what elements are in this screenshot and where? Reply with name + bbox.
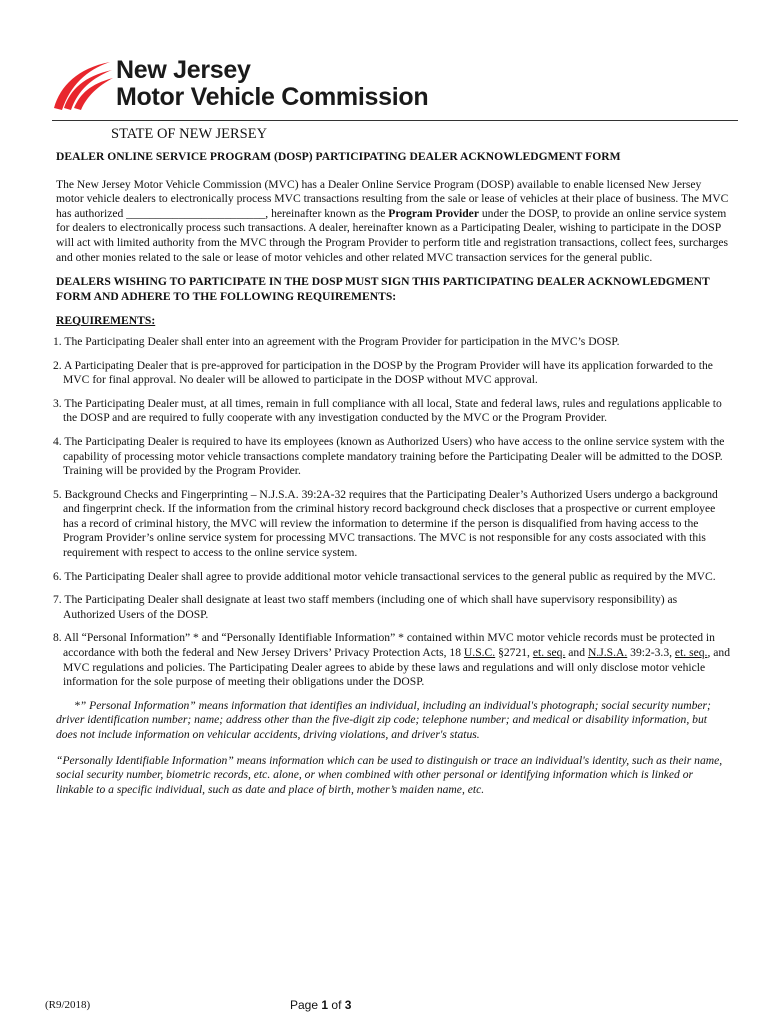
program-provider-term: Program Provider [388, 206, 479, 220]
logo-title-line2: Motor Vehicle Commission [116, 83, 429, 111]
requirement-6: 6. The Participating Dealer shall agree to provide additional motor vehicle transactional services to the general public as required by the MVC. [53, 569, 716, 583]
requirement-5: 5. Background Checks and Fingerprinting – N.J.S.A. 39:2A-32 requires that the Participating Dealer’s Authorized Users undergo a background and fingerprint check. If the information from the criminal history record background check discloses that a prospective or current employee has a record of criminal history, the MVC will review the information to determine if the person is disqualified from having access to the Program Provider’s online service system for processing MVC transactions. The MVC is not responsible for any costs associated with this requirement with respect to access to the online service system. [53, 487, 718, 560]
revision-code: (R9/2018) [45, 999, 91, 1011]
header-divider [52, 120, 738, 121]
requirement-1: 1. The Participating Dealer shall enter into an agreement with the Program Provider for participation in the MVC’s DOSP. [53, 334, 620, 348]
requirement-4: 4. The Participating Dealer is required to have its employees (known as Authorized Users) who have access to the online service system with the capability of processing motor vehicle transactions complete mandatory training before the Participating Dealer will be admitted to the DOSP. Training will be provided by the Program Provider. [53, 434, 725, 478]
intro-paragraph [56, 178, 730, 266]
state-heading: STATE OF NEW JERSEY [111, 126, 268, 142]
requirement-8: 8. All “Personal Information” * and “Personally Identifiable Information” * contained within MVC motor vehicle records must be protected in accordance with both the federal and New Jersey Drivers’ Privacy Protection Acts, 18 U.S.C. §2721, et. seq. and N.J.S.A. 39:2-3.3, et. seq., and MVC regulations and policies. The Participating Dealer agrees to abide by these laws and regulations and will only disclose motor vehicle information for the sole purpose of meeting their obligations under the DOSP. [53, 631, 730, 689]
njsa-citation: N.J.S.A. [587, 646, 628, 660]
swoosh-logo-icon [50, 58, 114, 114]
intro-text-2: under the DOSP, to provide an online service system for dealers to electronically process such transactions. A dealer, hereinafter known as a Participating Dealer, wishing to participate in the DOSP will act with limited authority from the MVC through the Program Provider to perform title and registration transactions, collect fees, surcharges and other monies related to the sale or lease of motor vehicles and other related MVC transaction services for the general public. [56, 206, 729, 264]
requirement-2: 2. A Participating Dealer that is pre-approved for participation in the DOSP by the Program Provider will have its application forwarded to the MVC for final approval. No dealer will be allowed to participate in the DOSP without MVC approval. [53, 358, 713, 387]
logo-title-line1: New Jersey [116, 56, 251, 84]
form-title: DEALER ONLINE SERVICE PROGRAM (DOSP) PARTICIPATING DEALER ACKNOWLEDGMENT FORM [56, 150, 621, 163]
form-body [30, 150, 730, 808]
participation-notice: DEALERS WISHING TO PARTICIPATE IN THE DOSP MUST SIGN THIS PARTICIPATING DEALER ACKNOWLEDGMENT FORM AND ADHERE TO THE FOLLOWING REQUIREMENTS: [56, 275, 710, 303]
usc-citation: U.S.C. [463, 646, 496, 660]
requirement-7: 7. The Participating Dealer shall designate at least two staff members (including one of which shall have supervisory responsibility) as Authorized Users of the DOSP. [53, 593, 678, 621]
footnote-personal-information: *” Personal Information” means information that identifies an individual, including an individual's photograph; social security number; driver identification number; name; address other than the five-digit zip code; telephone number; and medical or disability information, but does not include information on vehicular accidents, driving violations, and driver's status. [56, 698, 711, 741]
mvc-logo [50, 54, 470, 116]
intro-text-1: The New Jersey Motor Vehicle Commission (MVC) has a Dealer Online Service Program (DOSP) available to enable licensed New Jersey motor vehicle dealers to electronically process MVC transactions resulting from the sale or lease of vehicles at their place of business. The MVC has authorized ________________________, hereinafter known as the [56, 177, 729, 220]
footnote-pii: “Personally Identifiable Information” means information which can be used to distinguish or trace an individual's identity, such as their name, social security number, biometric records, etc. alone, or when combined with other personal or identifying information which is linked or linkable to a specific individual, such as date and place of birth, mother’s maiden name, etc. [56, 753, 723, 796]
page-number: Page 1 of 3 [290, 998, 352, 1012]
requirement-3: 3. The Participating Dealer must, at all times, remain in full compliance with all local, State and federal laws, rules and regulations applicable to the DOSP and are required to fully cooperate with any investigation conducted by the MVC or the Program Provider. [53, 396, 722, 425]
requirements-heading: REQUIREMENTS: [56, 314, 156, 328]
